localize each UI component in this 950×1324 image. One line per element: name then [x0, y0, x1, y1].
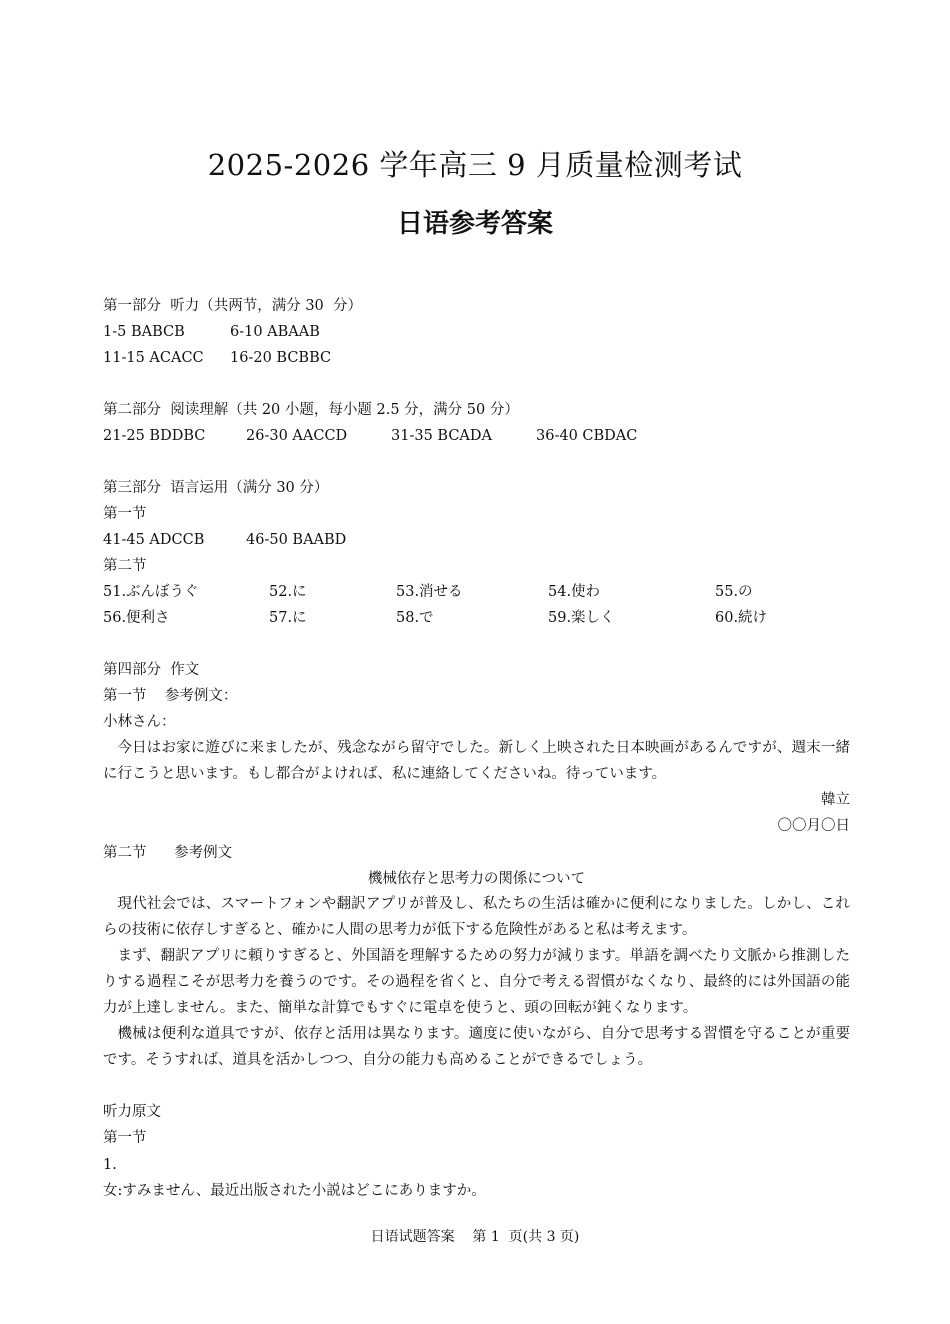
essay-paragraph: 現代社会では、スマートフォンや翻訳アプリが普及し、私たちの生活は確かに便利になりました。しかし、これらの技術に依存しすぎると、確かに人間の思考力が低下する危険性があると私は考えます。: [103, 896, 850, 938]
part2-heading: 第二部分 阅读理解（共 20 小题，每小题 2.5 分，满分 50 分）: [103, 402, 519, 418]
letter-greeting: 小林さん：: [103, 714, 176, 730]
fill-answer: 58.で: [396, 610, 434, 626]
essay-title: 機械依存と思考力の関係について: [367, 871, 586, 887]
part3-section2-label: 第二节: [103, 558, 147, 574]
part3-section1-label: 第一节: [103, 506, 147, 522]
part4-section1-label: 第一节 参考例文：: [103, 688, 238, 704]
essay-paragraph: まず、翻訳アプリに頼りすぎると、外国語を理解するための努力が減ります。単語を調べたり文脈から推測したりする過程こそが思考力を養うのです。その過程を省くと、自分で考える習慣がなくなり、最終的には外国語の能力が上達しません。また、簡単な計算でもすぐに電卓を使うと、頭の回転が鈍くなります。: [103, 948, 850, 1016]
page-subtitle: 日语参考答案: [396, 209, 553, 239]
answer-group: 31-35 BCADA: [391, 428, 492, 444]
page-footer: 日语试题答案 第 1 页(共 3 页): [370, 1229, 580, 1245]
fill-answer: 53.消せる: [396, 584, 463, 600]
answer-group: 21-25 BDDBC: [103, 428, 206, 444]
part1-heading: 第一部分 听力（共两节，满分 30 分）: [103, 298, 362, 314]
fill-answer: 56.便利さ: [103, 610, 170, 626]
fill-answer: 60.続け: [715, 610, 768, 626]
fill-answer: 52.に: [269, 584, 307, 600]
letter-signature: 韓立: [821, 792, 850, 808]
answer-group: 1-5 BABCB: [103, 324, 185, 340]
answer-group: 46-50 BAABD: [246, 532, 347, 548]
part4-heading: 第四部分 作文: [103, 662, 200, 678]
part3-heading: 第三部分 语言运用（满分 30 分）: [103, 480, 329, 496]
listening-section-label: 第一节: [103, 1130, 147, 1146]
part4-section2-label: 第二节 参考例文: [103, 845, 233, 861]
listening-heading: 听力原文: [103, 1104, 161, 1120]
fill-answer: 55.の: [715, 584, 753, 600]
answer-group: 41-45 ADCCB: [103, 532, 205, 548]
letter-date: 〇〇月〇日: [777, 818, 850, 834]
essay-paragraph: 機械は便利な道具ですが、依存と活用は異なります。適度に使いながら、自分で思考する習慣を守ることが重要です。そうすれば、道具を活かしつつ、自分の能力も高めることができるでしょう。: [103, 1026, 850, 1068]
listening-dialogue-line: 女:すみません、最近出版された小説はどこにありますか。: [103, 1183, 486, 1199]
fill-answer: 59.楽しく: [548, 610, 615, 626]
fill-answer: 51.ぶんぼうぐ: [103, 584, 199, 600]
fill-answer: 54.使わ: [548, 584, 601, 600]
answer-group: 6-10 ABAAB: [230, 324, 320, 340]
answer-group: 26-30 AACCD: [246, 428, 348, 444]
answer-group: 36-40 CBDAC: [536, 428, 638, 444]
letter-body: 今日はお家に遊びに来ましたが、残念ながら留守でした。新しく上映された日本映画があるんですが、週末一緒に行こうと思います。もし都合がよければ、私に連絡してくださいね。待っています。: [103, 740, 850, 782]
answer-group: 11-15 ACACC: [103, 350, 204, 366]
answer-group: 16-20 BCBBC: [230, 350, 332, 366]
page-title: 2025-2026 学年高三 9 月质量检测考试: [207, 148, 743, 182]
listening-item-number: 1.: [103, 1157, 117, 1173]
fill-answer: 57.に: [269, 610, 307, 626]
